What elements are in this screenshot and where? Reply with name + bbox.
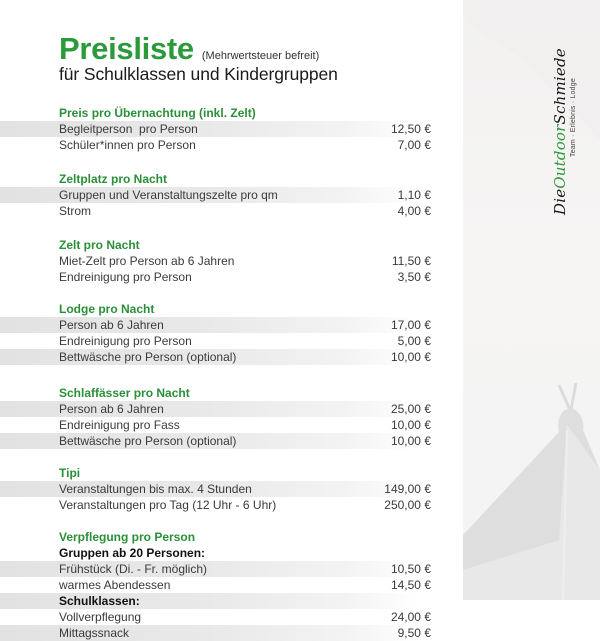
item-price: 10,00 € <box>390 434 431 448</box>
item-price: 149,00 € <box>384 482 431 496</box>
decorative-side-panel <box>463 0 600 600</box>
spacer <box>0 153 463 172</box>
item-label: Endreinigung pro Person <box>59 270 192 284</box>
item-price: 10,00 € <box>390 350 431 364</box>
logo-wordmark <box>552 48 569 215</box>
price-row <box>0 137 463 153</box>
subgroup-label: Schulklassen: <box>59 594 140 608</box>
item-price: 10,50 € <box>390 562 431 576</box>
item-price: 250,00 € <box>384 498 431 512</box>
price-row <box>0 203 463 219</box>
price-row <box>0 121 463 137</box>
item-price: 17,00 € <box>390 318 431 332</box>
item-price: 7,00 € <box>397 138 431 152</box>
price-row <box>0 433 463 449</box>
item-label: Person ab 6 Jahren <box>59 318 164 332</box>
item-price: 10,00 € <box>390 418 431 432</box>
item-label: Schüler*innen pro Person <box>59 138 196 152</box>
spacer <box>0 219 463 238</box>
section-tipi <box>0 466 463 513</box>
item-label: Begleitperson pro Person <box>59 122 198 136</box>
item-label: Bettwäsche pro Person (optional) <box>59 434 237 448</box>
logo-part-outdoor: Outdoor <box>551 124 569 189</box>
price-row <box>0 401 463 417</box>
item-price: 4,00 € <box>397 204 431 218</box>
logo-part-die: Die <box>551 188 569 215</box>
item-label: Mittagssnack <box>59 626 130 640</box>
item-label: Gruppen und Veranstaltungszelte pro qm <box>59 188 278 202</box>
subgroup-heading <box>0 593 463 609</box>
price-row <box>0 417 463 433</box>
section-lodge <box>0 302 463 365</box>
price-row <box>0 269 463 285</box>
price-row <box>0 577 463 593</box>
item-price: 5,00 € <box>397 334 431 348</box>
page-header <box>59 33 338 84</box>
item-price: 9,50 € <box>397 626 431 640</box>
logo-part-schmiede: Schmiede <box>551 48 569 125</box>
price-row <box>0 253 463 269</box>
price-row <box>0 497 463 513</box>
subgroup-label: Gruppen ab 20 Personen: <box>59 546 206 560</box>
section-uebernachtung <box>0 106 463 153</box>
vat-note: (Mehrwertsteuer befreit) <box>201 50 320 62</box>
section-title: Verpflegung pro Person <box>59 530 196 544</box>
spacer <box>0 513 463 530</box>
item-label: Endreinigung pro Fass <box>59 418 180 432</box>
price-list <box>0 106 463 641</box>
price-row <box>0 561 463 577</box>
section-schlaffaesser <box>0 386 463 449</box>
section-title: Preis pro Übernachtung (inkl. Zelt) <box>59 106 256 120</box>
page-title: Preisliste <box>59 31 194 66</box>
price-row <box>0 625 463 641</box>
section-title: Zelt pro Nacht <box>59 238 140 252</box>
section-title: Lodge pro Nacht <box>59 302 155 316</box>
item-label: Vollverpflegung <box>59 610 142 624</box>
page-subtitle: für Schulklassen und Kindergruppen <box>59 64 338 84</box>
section-title: Zeltplatz pro Nacht <box>59 172 168 186</box>
item-label: warmes Abendessen <box>59 578 171 592</box>
price-row <box>0 481 463 497</box>
spacer <box>0 365 463 386</box>
section-title: Tipi <box>59 466 81 480</box>
item-label: Veranstaltungen pro Tag (12 Uhr - 6 Uhr) <box>59 498 277 512</box>
section-zeltplatz <box>0 172 463 219</box>
price-row <box>0 187 463 203</box>
item-label: Miet-Zelt pro Person ab 6 Jahren <box>59 254 235 268</box>
item-price: 3,50 € <box>397 270 431 284</box>
subgroup-heading <box>0 545 463 561</box>
item-price: 25,00 € <box>390 402 431 416</box>
item-label: Person ab 6 Jahren <box>59 402 164 416</box>
title-line <box>59 33 338 65</box>
price-row <box>0 349 463 365</box>
spacer <box>0 449 463 466</box>
item-label: Bettwäsche pro Person (optional) <box>59 350 237 364</box>
price-row <box>0 333 463 349</box>
item-label: Endreinigung pro Person <box>59 334 192 348</box>
section-zelt <box>0 238 463 285</box>
item-label: Frühstück (Di. - Fr. möglich) <box>59 562 208 576</box>
section-verpflegung <box>0 530 463 641</box>
item-price: 11,50 € <box>391 254 431 268</box>
item-label: Veranstaltungen bis max. 4 Stunden <box>59 482 252 496</box>
tipi-silhouette-icon <box>463 0 600 600</box>
item-price: 12,50 € <box>390 122 431 136</box>
company-logo <box>552 48 579 215</box>
item-price: 24,00 € <box>390 610 431 624</box>
spacer <box>0 285 463 302</box>
section-title: Schlaffässer pro Nacht <box>59 386 190 400</box>
price-row <box>0 609 463 625</box>
logo-tagline: Team · Erlebnis · Lodge <box>570 78 577 157</box>
price-row <box>0 317 463 333</box>
item-price: 1,10 € <box>397 188 431 202</box>
item-label: Strom <box>59 204 92 218</box>
item-price: 14,50 € <box>390 578 431 592</box>
